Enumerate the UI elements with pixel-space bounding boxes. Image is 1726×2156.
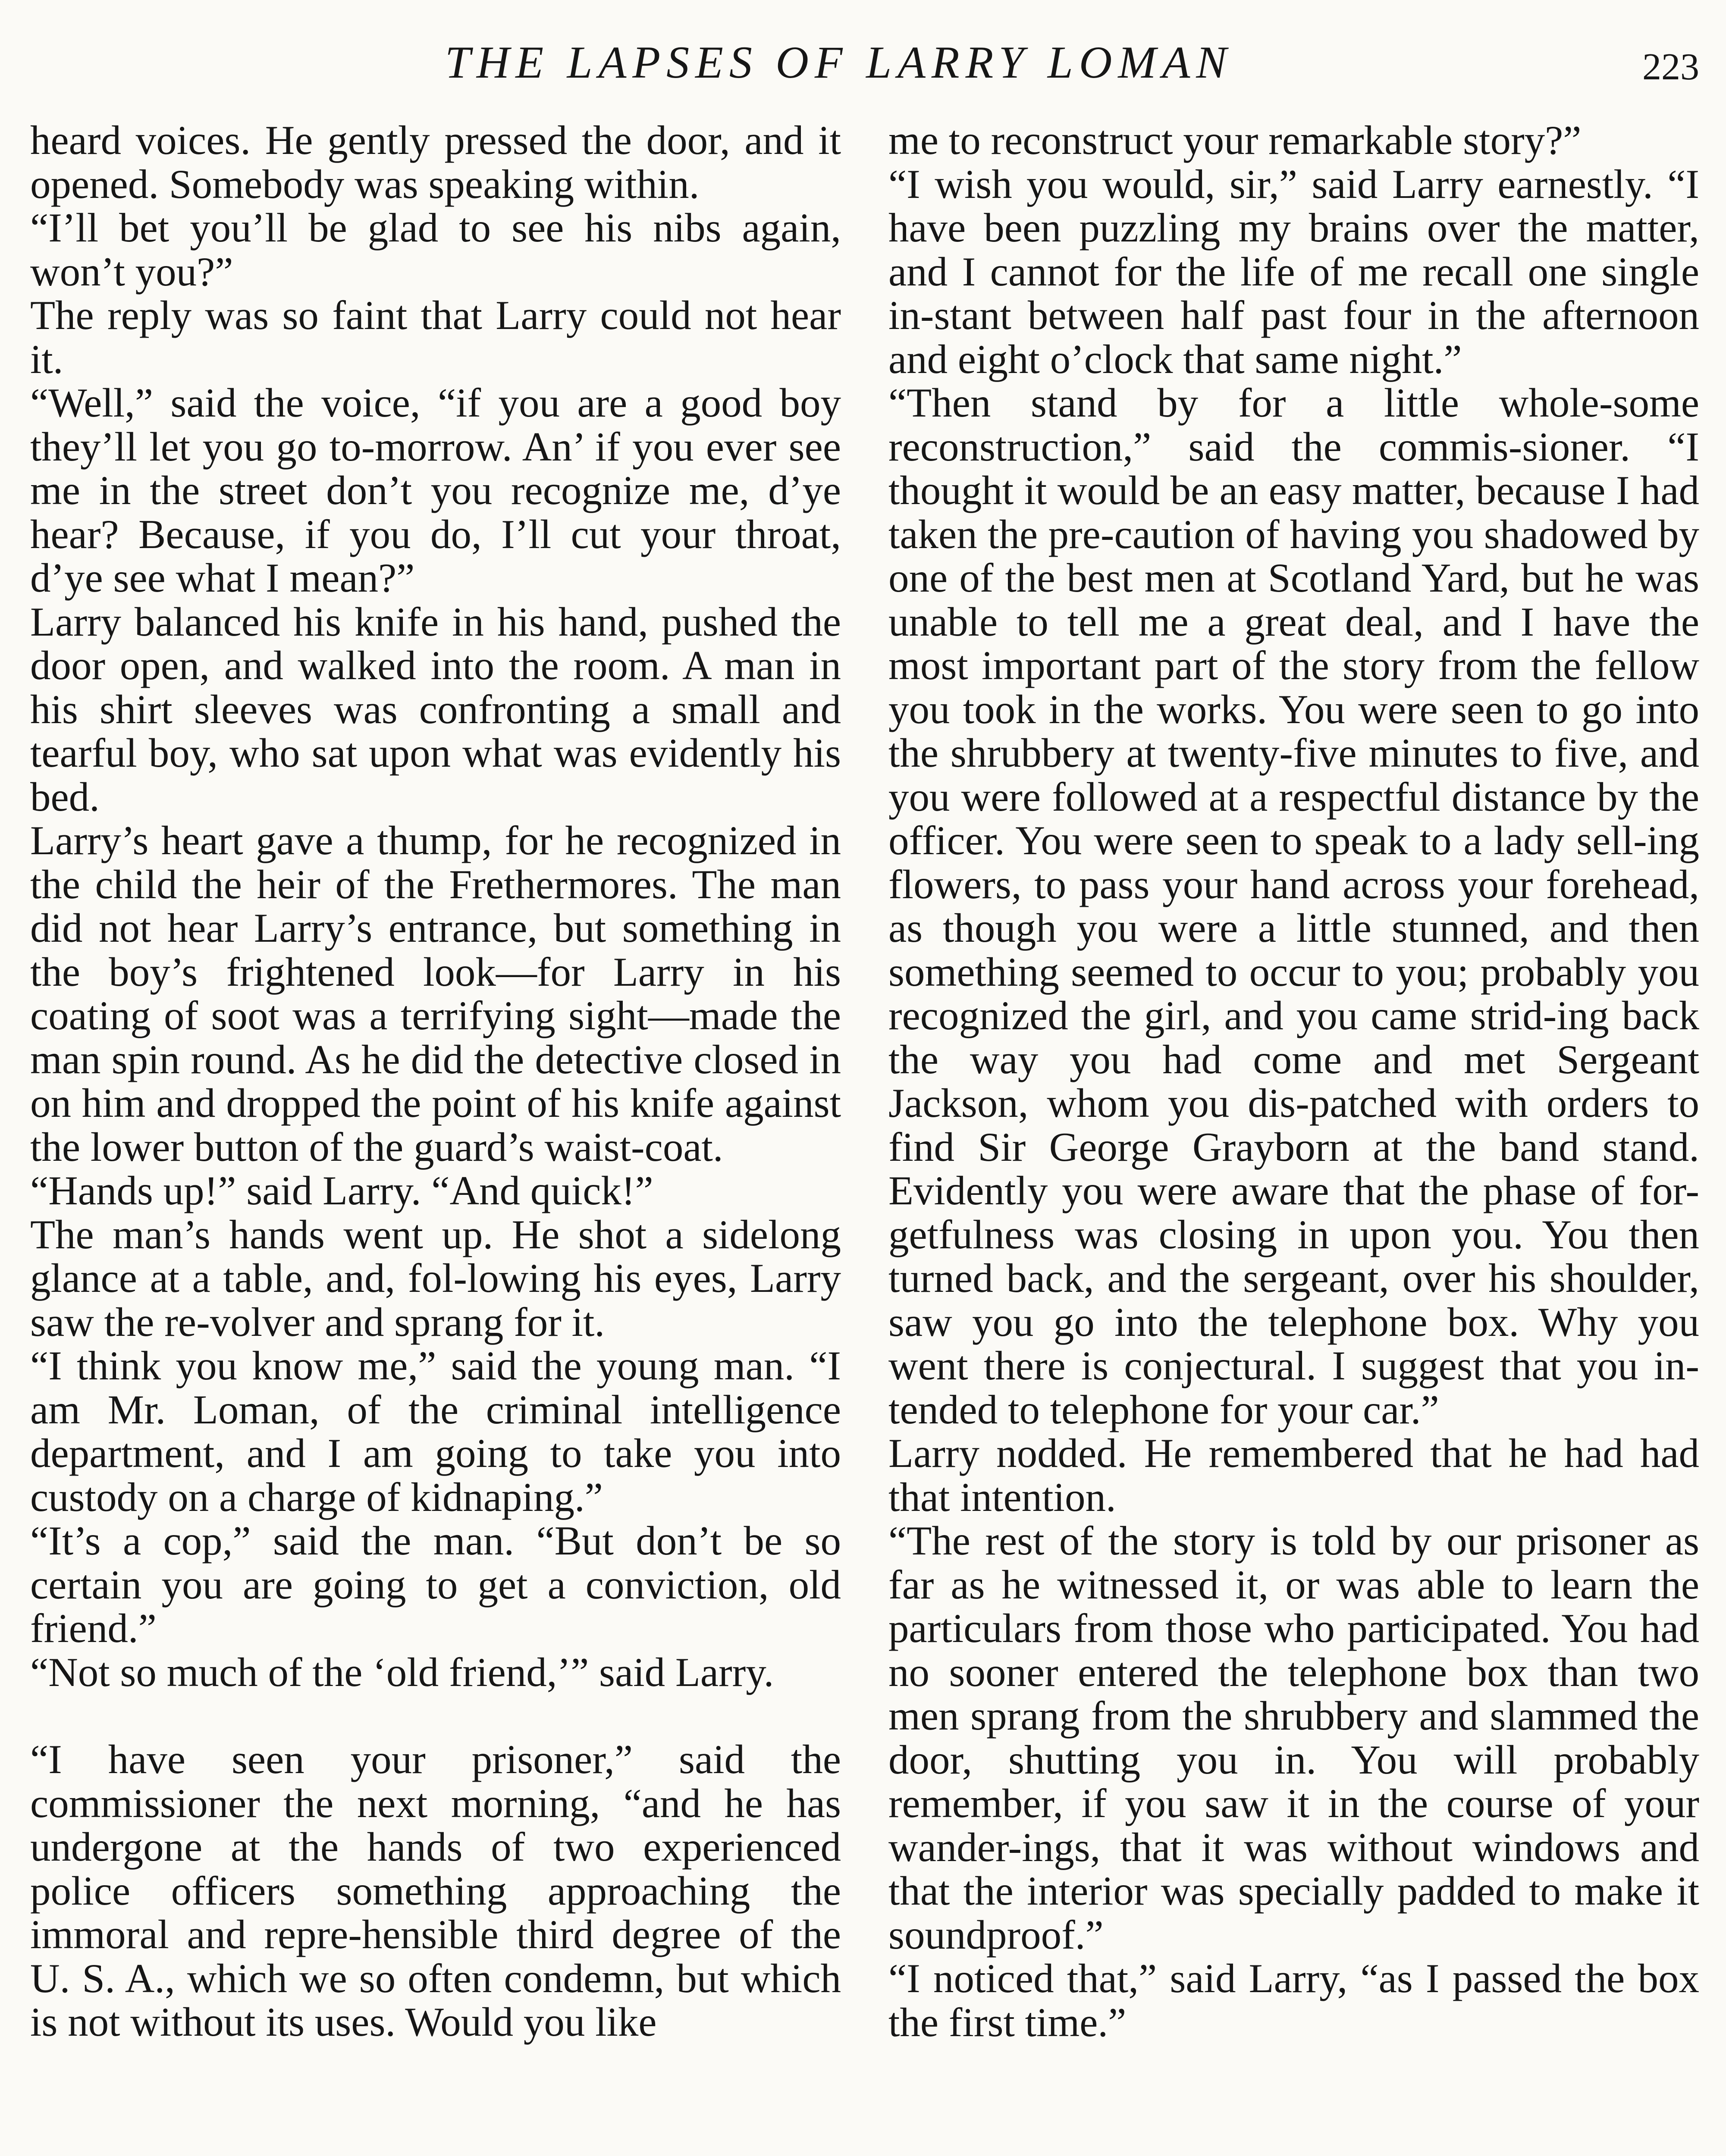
- paragraph: “Well,” said the voice, “if you are a good boy they’ll let you go to-morrow. An’ if you ever see me in the street don’t you recognize me, d’ye hear? Because, if you do, I’ll cut your throat, d’ye see what I mean?”: [30, 380, 841, 601]
- paragraph: me to reconstruct your remarkable story?”: [888, 119, 1582, 163]
- paragraph: “I think you know me,” said the young man. “I am Mr. Loman, of the criminal intelligence department, and I am going to take you into custody on a charge of kidnaping.”: [30, 1343, 841, 1520]
- paragraph: “It’s a cop,” said the man. “But don’t be so certain you are going to get a conviction, old friend.”: [30, 1518, 841, 1651]
- paragraph: “I have seen your prisoner,” said the commissioner the next morning, “and he has undergone at the hands of two experienced police officers something approaching the immoral and repre-hensible third degree of the U. S. A., which we so often condemn, but which is not without its uses. Would you like: [30, 1736, 841, 2045]
- paragraph: The reply was so faint that Larry could not hear it.: [30, 292, 841, 382]
- paragraph: “I’ll bet you’ll be glad to see his nibs again, won’t you?”: [30, 205, 841, 295]
- page-header: [0, 30, 1726, 95]
- paragraph: Larry’s heart gave a thump, for he recognized in the child the heir of the Frethermores. The man did not hear Larry’s entrance, but something in the boy’s frightened look—for Larry in his coating of soot was a terrifying sight—made the man spin round. As he did the detective closed in on him and dropped the point of his knife against the lower button of the guard’s waist-coat.: [30, 818, 841, 1170]
- section-break: [30, 1694, 841, 1738]
- paragraph: The man’s hands went up. He shot a sidelong glance at a table, and, fol-lowing his eyes, Larry saw the re-volver and sprang for it.: [30, 1211, 841, 1345]
- right-column: [888, 119, 1699, 2156]
- paragraph: Larry nodded. He remembered that he had had that intention.: [888, 1430, 1699, 1520]
- paragraph: “Hands up!” said Larry. “And quick!”: [30, 1168, 653, 1213]
- running-title: THE LAPSES OF LARRY LOMAN: [445, 37, 1233, 88]
- paragraph: Larry balanced his knife in his hand, pushed the door open, and walked into the room. A man in his shirt sleeves was confronting a small and tearful boy, who sat upon what was evidently his bed.: [30, 599, 841, 820]
- paragraph: “Not so much of the ‘old friend,’” said Larry.: [30, 1649, 774, 1695]
- paragraph: “Then stand by for a little whole-some reconstruction,” said the commis-sioner. “I thought it would be an easy matter, because I had taken the pre-caution of having you shadowed by one of the best men at Scotland Yard, but he was unable to tell me a great deal, and I have the most important part of the story from the fellow you took in the works. You were seen to go into the shrubbery at twenty-five minutes to five, and you were followed at a respectful distance by the officer. You were seen to speak to a lady sell-ing flowers, to pass your hand across your forehead, as though you were a little stunned, and then something seemed to occur to you; probably you recognized the girl, and you came strid-ing back the way you had come and met Sergeant Jackson, whom you dis-patched with orders to find Sir George Grayborn at the band stand. Evidently you were aware that the phase of for-getfulness was closing in upon you. You then turned back, and the sergeant, over his shoulder, saw you go into the telephone box. Why you went there is conjectural. I suggest that you in-tended to telephone for your car.”: [888, 380, 1699, 1432]
- paragraph: “The rest of the story is told by our prisoner as far as he witnessed it, or was able to learn the particulars from those who participated. You had no sooner entered the telephone box than two men sprang from the shrubbery and slammed the door, shutting you in. You will probably remember, if you saw it in the course of your wander-ings, that it was without windows and that the interior was specially padded to make it soundproof.”: [888, 1518, 1699, 1958]
- paragraph: “I noticed that,” said Larry, “as I passed the box the first time.”: [888, 1955, 1699, 2045]
- page-number: 223: [1642, 46, 1699, 88]
- left-column: [30, 119, 841, 2156]
- paragraph: heard voices. He gently pressed the door, and it opened. Somebody was speaking within.: [30, 119, 841, 207]
- paragraph: “I wish you would, sir,” said Larry earnestly. “I have been puzzling my brains over the matter, and I cannot for the life of me recall one single in-stant between half past four in the afternoon and eight o’clock that same night.”: [888, 161, 1699, 382]
